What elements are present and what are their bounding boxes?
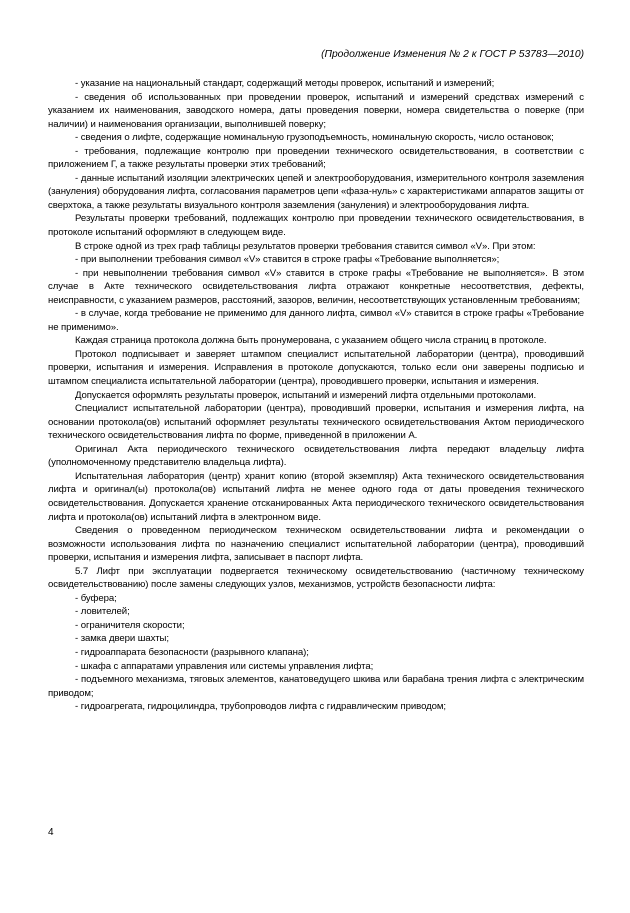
section-5-7-paragraph: 5.7 Лифт при эксплуатации подвергается техническому освидетельствованию (частичному техническому освидетельствованию) после замены следующих узлов, механизмов, устройств безопасности лифта: (48, 565, 584, 591)
paragraph: - при невыполнении требования символ «V» ставится в строке графы «Требование не выполняется». В этом случае в Акте технического освидетельствования лифта отражают конкретные несоответствия, дефекты, неисправности, с указанием размеров, расстояний, зазоров, величин, несоответствующих установленным требованиям; (48, 267, 584, 306)
list-item: - гидроаппарата безопасности (разрывного клапана); (75, 646, 309, 658)
body-text (48, 77, 584, 714)
paragraph: Специалист испытательной лаборатории (центра), проводивший проверки, испытания и измерения лифта, на основании протокола(ов) испытаний оформляет результаты технического освидетельствования Актом периодического технического освидетельствования лифта по форме, приведенной в приложении А. (48, 403, 584, 442)
paragraph: - сведения о лифте, содержащие номинальную грузоподъемность, номинальную скорость, число остановок; (75, 132, 554, 144)
paragraph: - данные испытаний изоляции электрических цепей и электрооборудования, измерительного контроля заземления (зануления) оборудования лифта, согласования параметров цепи «фаза-нуль» с характеристиками аппаратов защиты от сверхтока, а также результаты визуального контроля заземления (зануления) и электрооборудования лифта. (48, 172, 584, 211)
list-item: - замка двери шахты; (75, 633, 169, 645)
page-number: 4 (48, 827, 54, 838)
paragraph: Протокол подписывает и заверяет штампом специалист испытательной лаборатории (центра), проводивший проверки, испытания и измерения. Исправления в протоколе допускаются, только если они заверены подписью и штампом специалиста испытательной лаборатории (центра), проводившего проверки, испытания и измерения. (48, 348, 584, 388)
list-item: - шкафа с аппаратами управления или системы управления лифта; (75, 660, 374, 672)
paragraph: - при выполнении требования символ «V» ставится в строке графы «Требование выполняется»; (75, 254, 500, 266)
list-item: - ловителей; (75, 606, 130, 618)
paragraph: - указание на национальный стандарт, содержащий методы проверок, испытаний и измерений; (75, 78, 495, 89)
paragraph: В строке одной из трех граф таблицы результатов проверки требования ставится символ «V». При этом: (75, 240, 536, 252)
list-item: - подъемного механизма, тяговых элементов, канатоведущего шкива или барабана трения лифта с электрическим приводом; (48, 674, 584, 699)
paragraph: Каждая страница протокола должна быть пронумерована, с указанием общего числа страниц в протоколе. (75, 335, 547, 347)
paragraph: - сведения об использованных при проведении проверок, испытаний и измерений средствах измерений с указанием их наименования, заводского номера, даты проведения поверки, номера свидетельства о поверке (при наличии) и наименования организации, выполнившей поверку; (48, 91, 584, 130)
paragraph: Допускается оформлять результаты проверок, испытаний и измерений лифта отдельными протоколами. (75, 389, 537, 401)
list-item: - буфера; (75, 592, 117, 604)
list-item: - гидроагрегата, гидроцилиндра, трубопроводов лифта с гидравлическим приводом; (75, 701, 446, 713)
paragraph: - требования, подлежащие контролю при проведении технического освидетельствования, в соответствии с приложением Г, а также результаты проверки этих требований; (48, 145, 584, 171)
paragraph: Сведения о проведенном периодическом техническом освидетельствовании лифта и рекомендации о возможности использования лифта по назначению специалист испытательной лаборатории (центра), проводивший проверки, испытания и измерения лифта, записывает в паспорт лифта. (48, 525, 584, 564)
paragraph: Результаты проверки требований, подлежащих контролю при проведении технического освидетельствования, в протоколе испытаний оформляют в следующем виде. (48, 213, 584, 239)
running-header: (Продолжение Изменения № 2 к ГОСТ Р 53783—2010) (321, 49, 584, 60)
paragraph: Испытательная лаборатория (центр) хранит копию (второй экземпляр) Акта технического освидетельствования лифта и оригинал(ы) протокола(ов) испытаний лифта не менее одного года от даты проведения технического освидетельствования. Допускается хранение отсканированных Акта периодического технического освидетельствования лифта и протокола(ов) испытаний лифта в электронном виде. (48, 470, 584, 523)
list-item: - ограничителя скорости; (75, 619, 185, 631)
paragraph: Оригинал Акта периодического технического освидетельствования лифта передают владельцу лифта (уполномоченному представителю владельца лифта). (48, 443, 584, 469)
paragraph: - в случае, когда требование не применимо для данного лифта, символ «V» ставится в строке графы «Требование не применимо». (48, 308, 584, 333)
